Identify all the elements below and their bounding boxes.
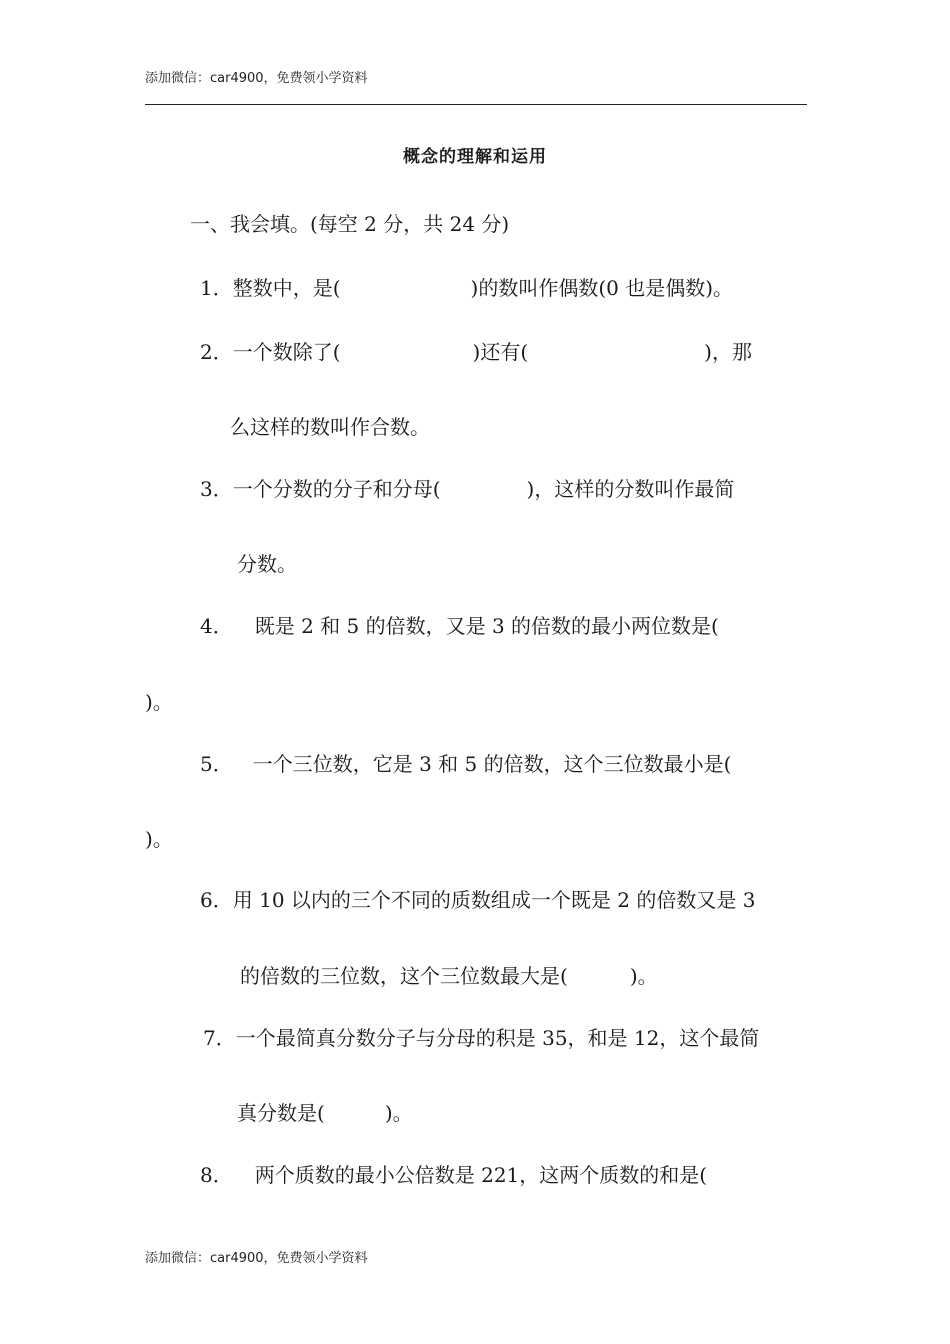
question-number: 4． xyxy=(200,614,233,638)
question-number: 3． xyxy=(200,477,233,501)
footer-note: 添加微信：car4900，免费领小学资料 xyxy=(145,1251,368,1266)
question-text: )。 xyxy=(384,1101,413,1125)
question-text: )。 xyxy=(629,964,658,988)
question-1 xyxy=(200,274,733,302)
question-8 xyxy=(200,1161,707,1189)
question-number: 2． xyxy=(200,340,233,364)
question-text: 用 10 以内的三个不同的质数组成一个既是 2 的倍数又是 3 xyxy=(232,888,756,912)
question-2-continuation: 么这样的数叫作合数。 xyxy=(230,415,430,439)
question-text: )还有( xyxy=(472,340,529,364)
question-text: 整数中，是( xyxy=(232,276,341,300)
question-3 xyxy=(200,475,734,503)
question-number: 6． xyxy=(200,888,233,912)
section-heading: 一、我会填。(每空 2 分，共 24 分) xyxy=(190,212,510,236)
question-2 xyxy=(200,338,752,366)
question-text: 一个三位数，它是 3 和 5 的倍数，这个三位数最小是( xyxy=(252,752,732,776)
question-text: 真分数是( xyxy=(237,1101,325,1125)
header-divider xyxy=(145,104,807,105)
question-number: 8． xyxy=(200,1163,233,1187)
question-4-continuation: )。 xyxy=(145,690,173,714)
question-3-continuation: 分数。 xyxy=(237,552,297,576)
question-text: 两个质数的最小公倍数是 221，这两个质数的和是( xyxy=(254,1163,708,1187)
question-text: )，那 xyxy=(704,340,752,364)
question-4 xyxy=(200,612,719,640)
question-6-continuation xyxy=(240,962,658,990)
header-note: 添加微信：car4900，免费领小学资料 xyxy=(145,71,368,86)
question-text: )的数叫作偶数(0 也是偶数)。 xyxy=(470,276,734,300)
question-text: 一个分数的分子和分母( xyxy=(232,477,441,501)
question-text: )，这样的分数叫作最简 xyxy=(526,477,735,501)
question-5 xyxy=(200,750,731,778)
question-5-continuation: )。 xyxy=(145,827,173,851)
question-7 xyxy=(203,1024,759,1052)
question-number: 1． xyxy=(200,276,233,300)
question-text: 一个最简真分数分子与分母的积是 35，和是 12，这个最简 xyxy=(235,1026,760,1050)
question-number: 7． xyxy=(203,1026,236,1050)
question-text: 一个数除了( xyxy=(232,340,341,364)
question-7-continuation xyxy=(237,1099,413,1127)
document-title: 概念的理解和运用 xyxy=(403,147,547,167)
question-text: 的倍数的三位数，这个三位数最大是( xyxy=(240,964,568,988)
question-text: 既是 2 和 5 的倍数，又是 3 的倍数的最小两位数是( xyxy=(254,614,719,638)
question-6 xyxy=(200,886,755,914)
question-number: 5． xyxy=(200,752,233,776)
